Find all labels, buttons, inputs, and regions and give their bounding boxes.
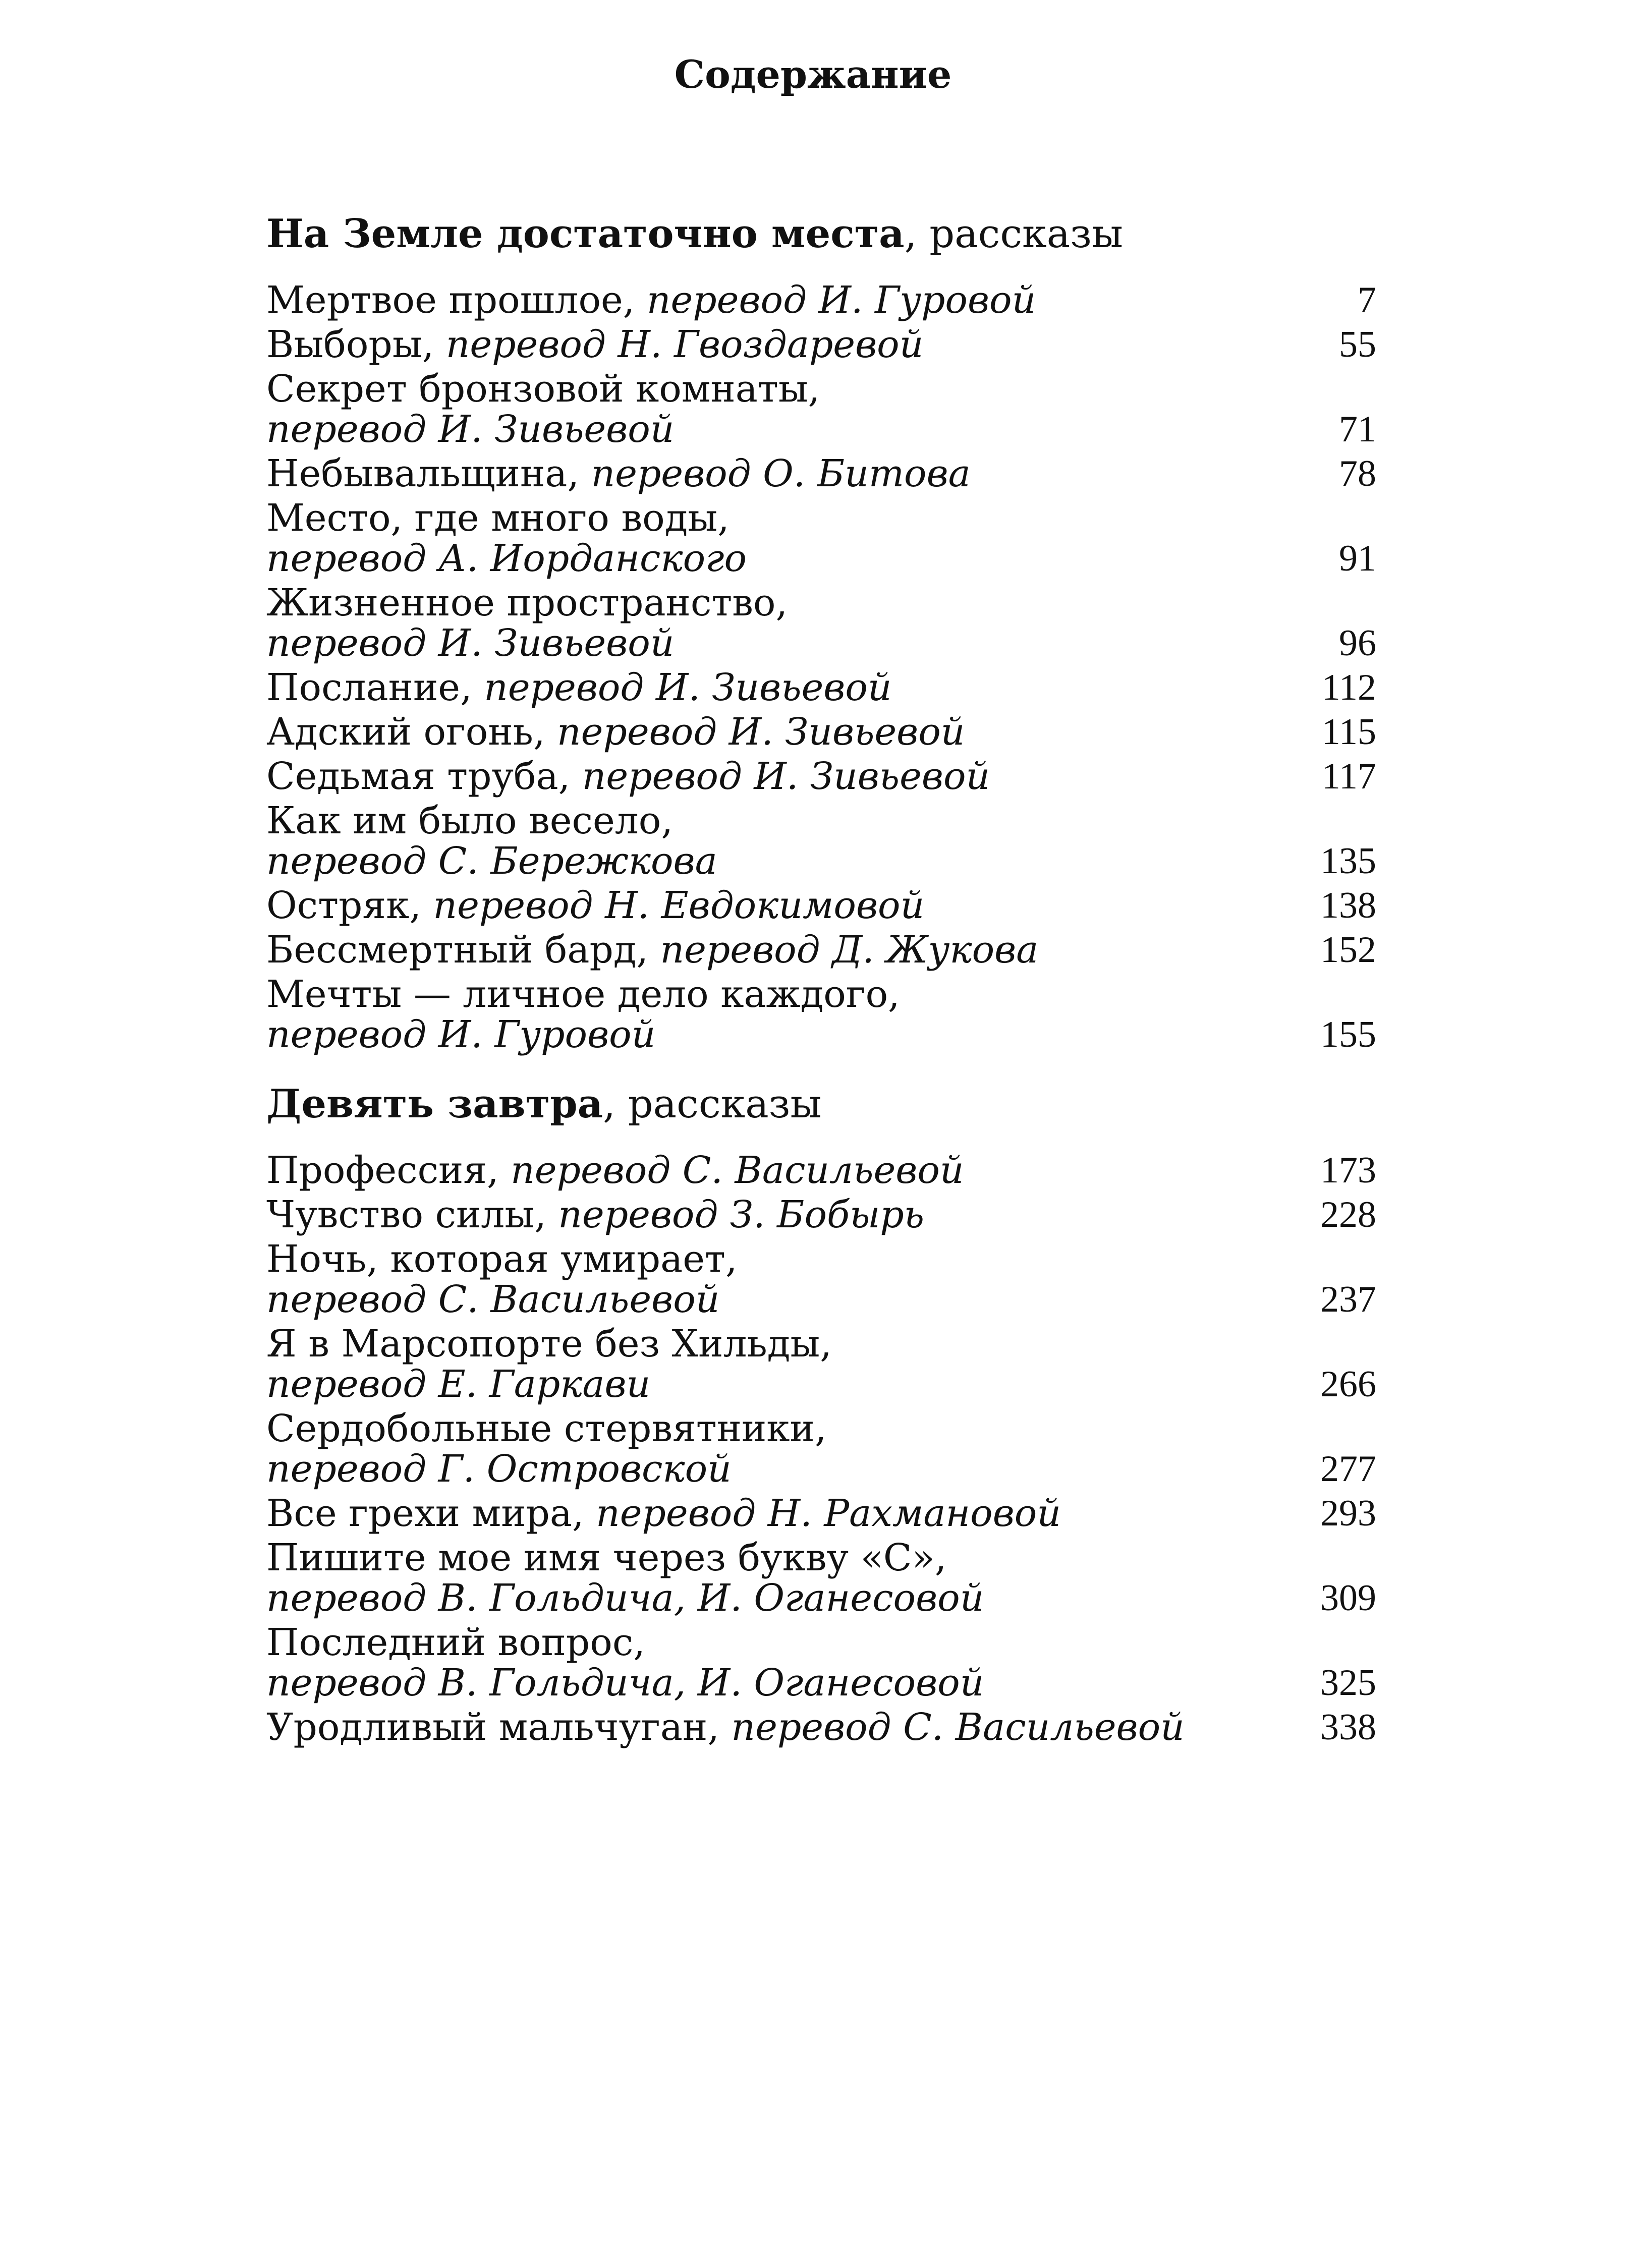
- entry-title: Как им было весело,: [266, 799, 673, 842]
- toc-entry: [266, 974, 1376, 1055]
- entry-title: Послание,: [266, 666, 472, 709]
- entry-title: Мечты — личное дело каждого,: [266, 973, 900, 1016]
- entry-page-number: 55: [1339, 324, 1376, 365]
- entry-title: Я в Марсопорте без Хильды,: [266, 1322, 832, 1366]
- entry-translator: перевод С. Васильевой: [511, 1149, 964, 1192]
- entry-page-number: 152: [1320, 929, 1376, 971]
- entry-page-number: 155: [1320, 1014, 1376, 1055]
- toc-entry: [266, 712, 1376, 752]
- entry-page-number: 135: [1320, 840, 1376, 882]
- toc-entry: [266, 667, 1376, 708]
- entry-page-number: 309: [1320, 1577, 1376, 1619]
- entry-translator: перевод И. Зивьевой: [557, 710, 965, 754]
- section-genre: , рассказы: [603, 1082, 822, 1127]
- entry-title: Седьмая труба,: [266, 755, 571, 798]
- entry-title: Бессмертный бард,: [266, 928, 648, 972]
- entry-translator: перевод И. Зивьевой: [266, 621, 675, 665]
- entry-title: Жизненное пространство,: [266, 581, 788, 625]
- entry-page-number: 96: [1339, 622, 1376, 664]
- entry-translator: перевод В. Гольдича, И. Оганесовой: [266, 1576, 984, 1620]
- entry-page-number: 7: [1358, 279, 1376, 321]
- entry-page-number: 338: [1320, 1707, 1376, 1748]
- entry-translator: перевод О. Битова: [591, 452, 971, 495]
- entry-translator: перевод З. Бобырь: [558, 1193, 925, 1236]
- toc-entry: [266, 1408, 1376, 1489]
- entry-title: Место, где много воды,: [266, 496, 730, 540]
- entry-page-number: 117: [1321, 756, 1376, 797]
- entry-title: Последний вопрос,: [266, 1621, 645, 1664]
- entry-page-number: 78: [1339, 453, 1376, 494]
- section-genre: , рассказы: [904, 211, 1123, 257]
- entry-title: Все грехи мира,: [266, 1492, 584, 1535]
- entry-translator: перевод А. Иорданского: [266, 537, 747, 580]
- toc-entry: [266, 801, 1376, 881]
- entry-title: Пишите мое имя через букву «С»,: [266, 1536, 947, 1579]
- entry-translator: перевод Д. Жукова: [660, 928, 1039, 972]
- toc-entry: [266, 930, 1376, 970]
- section-heading: [266, 211, 1123, 257]
- entry-translator: перевод И. Зивьевой: [266, 408, 675, 451]
- entry-translator: перевод Н. Гвоздаревой: [445, 323, 924, 366]
- toc-entry: [266, 1493, 1376, 1534]
- toc-entry: [266, 498, 1376, 579]
- entry-title: Секрет бронзовой комнаты,: [266, 367, 820, 411]
- entry-page-number: 325: [1320, 1662, 1376, 1704]
- toc-entry: [266, 453, 1376, 494]
- entry-page-number: 277: [1320, 1448, 1376, 1490]
- entry-page-number: 237: [1320, 1279, 1376, 1320]
- entry-translator: перевод Г. Островской: [266, 1447, 732, 1491]
- toc-entry: [266, 1707, 1376, 1747]
- entry-page-number: 173: [1320, 1150, 1376, 1191]
- entry-translator: перевод В. Гольдича, И. Оганесовой: [266, 1661, 984, 1705]
- toc-entry: [266, 1324, 1376, 1404]
- section-title: На Земле достаточно места: [266, 211, 905, 257]
- toc-entry: [266, 1538, 1376, 1618]
- entry-title: Адский огонь,: [266, 710, 545, 754]
- section-heading: [266, 1081, 822, 1127]
- entry-title: Выборы,: [266, 323, 434, 366]
- toc-entry: [266, 369, 1376, 449]
- toc-entry: [266, 1195, 1376, 1235]
- section-title: Девять завтра: [266, 1081, 603, 1127]
- toc-entry: [266, 1150, 1376, 1190]
- toc-entry: [266, 280, 1376, 320]
- entry-page-number: 266: [1320, 1364, 1376, 1405]
- entry-translator: перевод С. Васильевой: [731, 1706, 1185, 1749]
- entry-translator: перевод Н. Рахмановой: [596, 1492, 1061, 1535]
- entry-page-number: 71: [1339, 409, 1376, 450]
- entry-title: Мертвое прошлое,: [266, 278, 635, 322]
- page-title: Содержание: [674, 52, 952, 97]
- entry-translator: перевод И. Зивьевой: [582, 755, 990, 798]
- entry-title: Профессия,: [266, 1149, 499, 1192]
- entry-translator: перевод И. Гуровой: [266, 1013, 656, 1056]
- toc-entry: [266, 885, 1376, 926]
- entry-page-number: 293: [1320, 1493, 1376, 1534]
- entry-title: Ночь, которая умирает,: [266, 1237, 738, 1281]
- entry-translator: перевод И. Гуровой: [646, 278, 1036, 322]
- entry-page-number: 91: [1339, 538, 1376, 579]
- entry-page-number: 115: [1321, 711, 1376, 753]
- entry-translator: перевод И. Зивьевой: [484, 666, 892, 709]
- entry-title: Сердобольные стервятники,: [266, 1407, 827, 1450]
- toc-entry: [266, 1622, 1376, 1703]
- entry-title: Небывальщина,: [266, 452, 579, 495]
- entry-translator: перевод С. Бережкова: [266, 839, 717, 883]
- entry-title: Остряк,: [266, 884, 421, 927]
- toc-entry: [266, 324, 1376, 365]
- entry-translator: перевод Н. Евдокимовой: [433, 884, 925, 927]
- toc-entry: [266, 756, 1376, 797]
- entry-translator: перевод С. Васильевой: [266, 1278, 720, 1321]
- toc-entry: [266, 583, 1376, 663]
- entry-page-number: 138: [1320, 885, 1376, 926]
- entry-page-number: 112: [1321, 667, 1376, 708]
- entry-title: Чувство силы,: [266, 1193, 546, 1236]
- entry-translator: перевод Е. Гаркави: [266, 1363, 651, 1406]
- toc-entry: [266, 1239, 1376, 1320]
- entry-page-number: 228: [1320, 1194, 1376, 1235]
- entry-title: Уродливый мальчуган,: [266, 1706, 719, 1749]
